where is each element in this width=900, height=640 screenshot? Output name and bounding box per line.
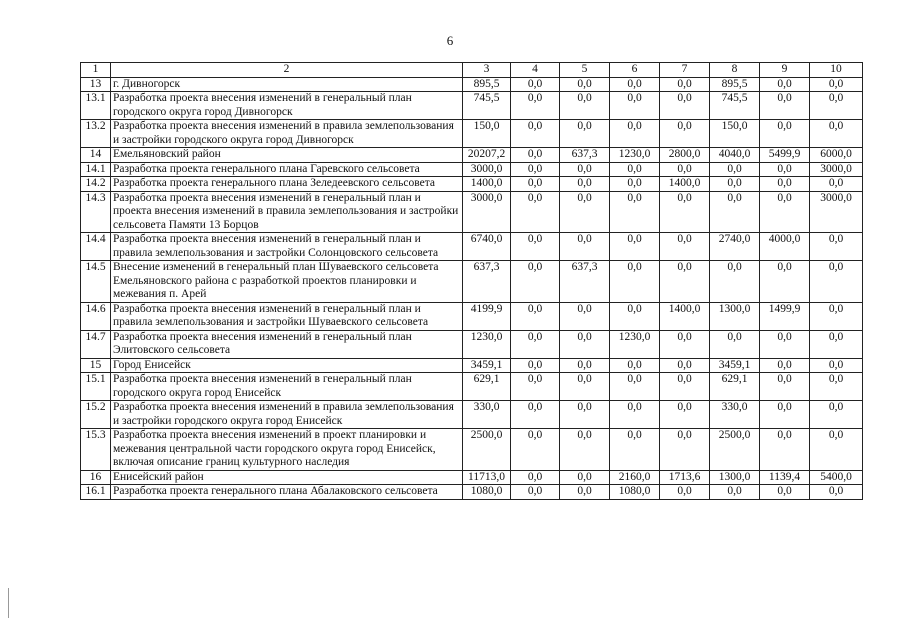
value-cell-col-6: 0,0 [610,261,660,303]
table-row [81,373,863,401]
value-cell-col-10: 6000,0 [810,148,863,163]
value-cell-col-6: 0,0 [610,233,660,261]
value-cell-col-6: 0,0 [610,92,660,120]
table-row [81,148,863,163]
value-cell-col-5: 637,3 [560,261,610,303]
value-cell-col-3: 150,0 [463,120,511,148]
value-cell-col-3: 637,3 [463,261,511,303]
value-cell-col-3: 629,1 [463,373,511,401]
row-description: Разработка проекта генерального плана Абалаковского сельсовета [111,485,463,500]
value-cell-col-10: 0,0 [810,373,863,401]
row-number: 14.3 [81,191,111,233]
value-cell-col-9: 0,0 [760,92,810,120]
row-description: Разработка проекта внесения изменений в правила землепользования и застройки городского округа город Енисейск [111,401,463,429]
value-cell-col-8: 629,1 [710,373,760,401]
value-cell-col-10: 0,0 [810,92,863,120]
table-row [81,162,863,177]
value-cell-col-4: 0,0 [511,92,560,120]
column-header-3: 3 [463,63,511,78]
value-cell-col-4: 0,0 [511,177,560,192]
value-cell-col-4: 0,0 [511,191,560,233]
column-header-6: 6 [610,63,660,78]
value-cell-col-9: 0,0 [760,177,810,192]
value-cell-col-5: 0,0 [560,401,610,429]
value-cell-col-10: 0,0 [810,120,863,148]
row-description: Разработка проекта внесения изменений в генеральный план и правила землепользования и застройки Солонцовского сельсовета [111,233,463,261]
value-cell-col-3: 1400,0 [463,177,511,192]
value-cell-col-10: 5400,0 [810,470,863,485]
value-cell-col-8: 0,0 [710,485,760,500]
column-header-5: 5 [560,63,610,78]
value-cell-col-10: 0,0 [810,358,863,373]
value-cell-col-7: 0,0 [660,401,710,429]
table-row [81,191,863,233]
value-cell-col-9: 0,0 [760,191,810,233]
value-cell-col-8: 745,5 [710,92,760,120]
row-number: 16.1 [81,485,111,500]
value-cell-col-3: 895,5 [463,77,511,92]
value-cell-col-3: 20207,2 [463,148,511,163]
value-cell-col-5: 0,0 [560,77,610,92]
value-cell-col-8: 0,0 [710,191,760,233]
column-header-1: 1 [81,63,111,78]
value-cell-col-7: 0,0 [660,373,710,401]
value-cell-col-7: 0,0 [660,120,710,148]
row-description: Разработка проекта внесения изменений в правила землепользования и застройки городского округа город Дивногорск [111,120,463,148]
table-row [81,120,863,148]
value-cell-col-4: 0,0 [511,485,560,500]
value-cell-col-8: 4040,0 [710,148,760,163]
value-cell-col-7: 0,0 [660,191,710,233]
value-cell-col-5: 637,3 [560,148,610,163]
column-header-9: 9 [760,63,810,78]
column-header-2: 2 [111,63,463,78]
row-description: Разработка проекта внесения изменений в генеральный план и правила землепользования и застройки Шуваевского сельсовета [111,302,463,330]
value-cell-col-5: 0,0 [560,233,610,261]
value-cell-col-9: 0,0 [760,261,810,303]
table-row [81,177,863,192]
table-row [81,233,863,261]
value-cell-col-10: 0,0 [810,330,863,358]
value-cell-col-4: 0,0 [511,120,560,148]
column-header-8: 8 [710,63,760,78]
row-description: г. Дивногорск [111,77,463,92]
value-cell-col-3: 3000,0 [463,191,511,233]
value-cell-col-9: 0,0 [760,162,810,177]
value-cell-col-3: 1080,0 [463,485,511,500]
value-cell-col-10: 3000,0 [810,191,863,233]
value-cell-col-6: 0,0 [610,177,660,192]
value-cell-col-8: 0,0 [710,162,760,177]
value-cell-col-9: 0,0 [760,373,810,401]
value-cell-col-9: 0,0 [760,120,810,148]
value-cell-col-3: 2500,0 [463,429,511,471]
value-cell-col-3: 330,0 [463,401,511,429]
value-cell-col-4: 0,0 [511,77,560,92]
value-cell-col-5: 0,0 [560,191,610,233]
value-cell-col-5: 0,0 [560,120,610,148]
value-cell-col-7: 0,0 [660,485,710,500]
value-cell-col-7: 0,0 [660,330,710,358]
value-cell-col-3: 11713,0 [463,470,511,485]
column-header-10: 10 [810,63,863,78]
row-description: Разработка проекта внесения изменений в проект планировки и межевания центральной части городского округа город Енисейск, включая описание границ культурного наследия [111,429,463,471]
value-cell-col-9: 5499,9 [760,148,810,163]
value-cell-col-5: 0,0 [560,177,610,192]
value-cell-col-8: 3459,1 [710,358,760,373]
value-cell-col-4: 0,0 [511,358,560,373]
value-cell-col-7: 0,0 [660,162,710,177]
value-cell-col-5: 0,0 [560,302,610,330]
value-cell-col-9: 0,0 [760,330,810,358]
value-cell-col-10: 0,0 [810,77,863,92]
row-number: 14.1 [81,162,111,177]
value-cell-col-7: 0,0 [660,77,710,92]
value-cell-col-7: 1713,6 [660,470,710,485]
row-number: 14.5 [81,261,111,303]
value-cell-col-10: 0,0 [810,261,863,303]
value-cell-col-6: 0,0 [610,191,660,233]
row-description: Разработка проекта внесения изменений в генеральный план и проекта внесения изменений в правила землепользования и застройки сельсовета Памяти 13 Борцов [111,191,463,233]
table-row [81,92,863,120]
row-number: 14.4 [81,233,111,261]
value-cell-col-9: 0,0 [760,401,810,429]
value-cell-col-4: 0,0 [511,148,560,163]
value-cell-col-6: 1080,0 [610,485,660,500]
table-row [81,429,863,471]
value-cell-col-9: 1499,9 [760,302,810,330]
row-number: 13.2 [81,120,111,148]
value-cell-col-4: 0,0 [511,429,560,471]
row-description: Разработка проекта внесения изменений в генеральный план Элитовского сельсовета [111,330,463,358]
table-row [81,302,863,330]
page-number: 6 [446,33,454,48]
value-cell-col-4: 0,0 [511,373,560,401]
row-description: Разработка проекта генерального плана Гаревского сельсовета [111,162,463,177]
row-number: 15.3 [81,429,111,471]
value-cell-col-5: 0,0 [560,92,610,120]
value-cell-col-4: 0,0 [511,302,560,330]
value-cell-col-6: 2160,0 [610,470,660,485]
value-cell-col-10: 0,0 [810,177,863,192]
column-header-7: 7 [660,63,710,78]
value-cell-col-3: 1230,0 [463,330,511,358]
value-cell-col-4: 0,0 [511,470,560,485]
value-cell-col-9: 1139,4 [760,470,810,485]
budget-table [80,62,863,500]
value-cell-col-5: 0,0 [560,429,610,471]
value-cell-col-6: 0,0 [610,162,660,177]
value-cell-col-5: 0,0 [560,162,610,177]
table-row [81,330,863,358]
value-cell-col-7: 0,0 [660,92,710,120]
value-cell-col-9: 0,0 [760,77,810,92]
value-cell-col-3: 3459,1 [463,358,511,373]
row-description: Разработка проекта внесения изменений в генеральный план городского округа город Енисейск [111,373,463,401]
value-cell-col-5: 0,0 [560,470,610,485]
row-description: Внесение изменений в генеральный план Шуваевского сельсовета Емельяновского района с разработкой проектов планировки и межевания п. Арей [111,261,463,303]
scan-artifact [8,588,9,618]
value-cell-col-4: 0,0 [511,162,560,177]
value-cell-col-4: 0,0 [511,401,560,429]
value-cell-col-8: 330,0 [710,401,760,429]
row-number: 14 [81,148,111,163]
value-cell-col-4: 0,0 [511,233,560,261]
value-cell-col-8: 0,0 [710,177,760,192]
value-cell-col-6: 0,0 [610,358,660,373]
value-cell-col-6: 0,0 [610,77,660,92]
value-cell-col-6: 1230,0 [610,148,660,163]
row-number: 15.1 [81,373,111,401]
value-cell-col-7: 0,0 [660,358,710,373]
row-description: Емельяновский район [111,148,463,163]
row-description: Город Енисейск [111,358,463,373]
value-cell-col-5: 0,0 [560,358,610,373]
value-cell-col-3: 745,5 [463,92,511,120]
row-description: Разработка проекта генерального плана Зеледеевского сельсовета [111,177,463,192]
value-cell-col-8: 0,0 [710,330,760,358]
value-cell-col-7: 0,0 [660,261,710,303]
value-cell-col-8: 2500,0 [710,429,760,471]
value-cell-col-4: 0,0 [511,330,560,358]
value-cell-col-8: 895,5 [710,77,760,92]
value-cell-col-3: 3000,0 [463,162,511,177]
value-cell-col-6: 0,0 [610,120,660,148]
row-number: 13 [81,77,111,92]
table-row [81,77,863,92]
value-cell-col-5: 0,0 [560,330,610,358]
table-row [81,358,863,373]
value-cell-col-7: 2800,0 [660,148,710,163]
value-cell-col-9: 4000,0 [760,233,810,261]
value-cell-col-8: 1300,0 [710,470,760,485]
value-cell-col-10: 0,0 [810,485,863,500]
header-row [81,63,863,78]
value-cell-col-5: 0,0 [560,485,610,500]
row-number: 14.7 [81,330,111,358]
value-cell-col-10: 0,0 [810,429,863,471]
row-description: Разработка проекта внесения изменений в генеральный план городского округа город Дивногорск [111,92,463,120]
value-cell-col-10: 0,0 [810,233,863,261]
table-row [81,401,863,429]
row-number: 15 [81,358,111,373]
row-number: 14.6 [81,302,111,330]
value-cell-col-6: 1230,0 [610,330,660,358]
value-cell-col-7: 1400,0 [660,302,710,330]
value-cell-col-8: 1300,0 [710,302,760,330]
row-description: Енисейский район [111,470,463,485]
value-cell-col-9: 0,0 [760,429,810,471]
value-cell-col-5: 0,0 [560,373,610,401]
value-cell-col-10: 3000,0 [810,162,863,177]
column-header-4: 4 [511,63,560,78]
value-cell-col-7: 0,0 [660,233,710,261]
table-row [81,261,863,303]
value-cell-col-9: 0,0 [760,485,810,500]
value-cell-col-6: 0,0 [610,302,660,330]
value-cell-col-8: 0,0 [710,261,760,303]
row-number: 13.1 [81,92,111,120]
value-cell-col-7: 0,0 [660,429,710,471]
value-cell-col-9: 0,0 [760,358,810,373]
row-number: 15.2 [81,401,111,429]
value-cell-col-6: 0,0 [610,401,660,429]
value-cell-col-3: 4199,9 [463,302,511,330]
value-cell-col-10: 0,0 [810,401,863,429]
value-cell-col-6: 0,0 [610,373,660,401]
row-number: 16 [81,470,111,485]
value-cell-col-7: 1400,0 [660,177,710,192]
value-cell-col-10: 0,0 [810,302,863,330]
value-cell-col-8: 2740,0 [710,233,760,261]
row-number: 14.2 [81,177,111,192]
value-cell-col-4: 0,0 [511,261,560,303]
value-cell-col-3: 6740,0 [463,233,511,261]
value-cell-col-6: 0,0 [610,429,660,471]
table-row [81,470,863,485]
table-body [81,77,863,499]
value-cell-col-8: 150,0 [710,120,760,148]
table-row [81,485,863,500]
